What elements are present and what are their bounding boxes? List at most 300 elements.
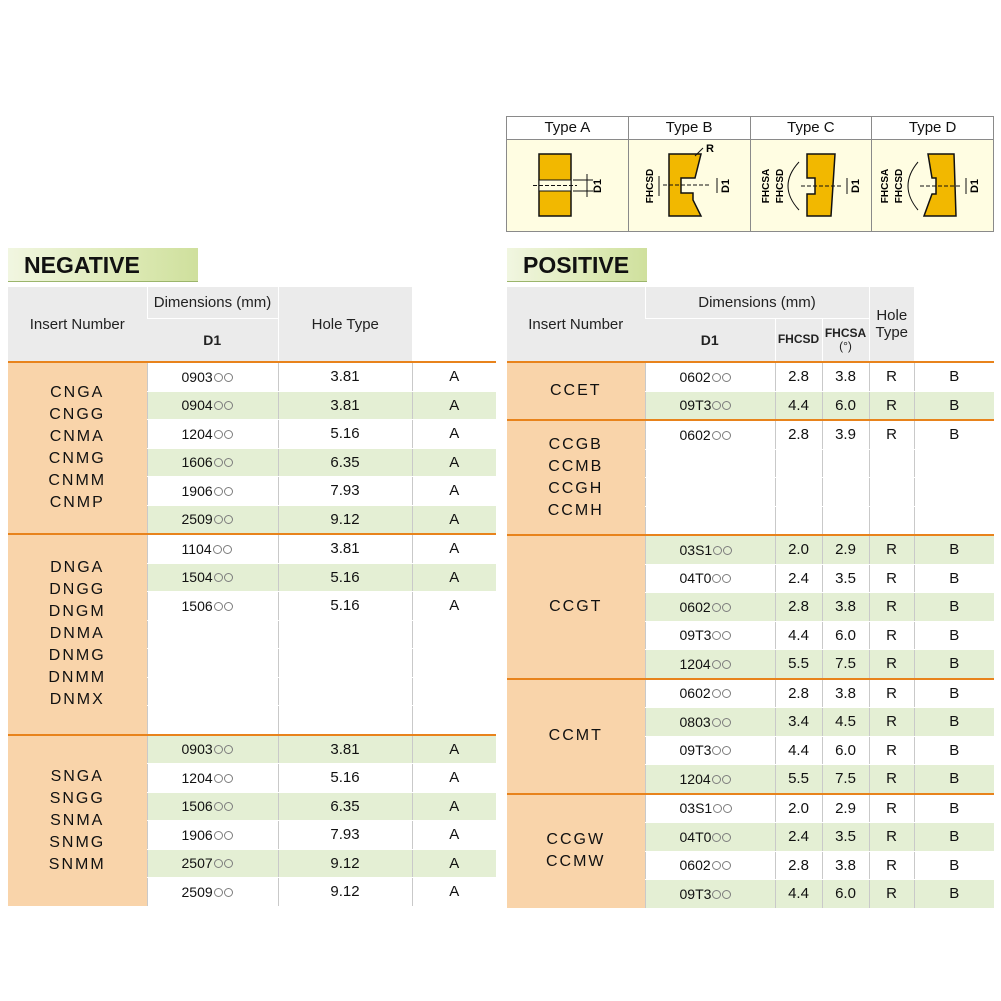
placeholder-circle-icon: [224, 888, 233, 897]
fhcsa-cell: R: [869, 880, 914, 909]
hole-type-header: Hole Type: [869, 287, 914, 362]
hole-cell: B: [914, 736, 994, 765]
placeholder-circle-icon: [712, 631, 721, 640]
placeholder-circle-icon: [224, 515, 233, 524]
d1-cell: 6.35: [278, 448, 412, 477]
placeholder-circle-icon: [723, 804, 732, 813]
fhcsd-cell: 6.0: [822, 621, 869, 650]
placeholder-circle-icon: [722, 861, 731, 870]
insert-code-cell: [147, 563, 278, 592]
hole-cell: B: [914, 823, 994, 852]
type-c-diagram: [751, 140, 872, 231]
placeholder-circle-icon: [224, 430, 233, 439]
negative-section-title: NEGATIVE: [8, 248, 198, 282]
hole-cell: B: [914, 679, 994, 708]
placeholder-circle-icon: [713, 804, 722, 813]
insert-number-header: Insert Number: [8, 287, 147, 362]
hole-cell: A: [412, 735, 496, 764]
insert-code: 1204: [679, 655, 711, 672]
type-d-diagram: [872, 140, 993, 231]
placeholder-circle-icon: [224, 573, 233, 582]
empty-cell: [869, 478, 914, 507]
placeholder-circle-icon: [214, 401, 223, 410]
insert-code-cell: [147, 735, 278, 764]
insert-family-name: SNMM: [48, 855, 106, 873]
hole-cell: A: [412, 849, 496, 878]
hole-cell: B: [914, 851, 994, 880]
d1-header: D1: [645, 318, 775, 362]
d1-cell: 9.12: [278, 878, 412, 907]
insert-code-cell: [645, 420, 775, 449]
empty-cell: [822, 478, 869, 507]
placeholder-circle-icon: [722, 775, 731, 784]
empty-cell: [147, 706, 278, 735]
insert-code: 0602: [679, 685, 711, 702]
fhcsa-cell: R: [869, 564, 914, 593]
type-c-fhcsa-label: FHCSA: [760, 168, 772, 204]
insert-code-cell: [147, 764, 278, 793]
fhcsa-cell: R: [869, 708, 914, 737]
placeholder-circle-icon: [224, 487, 233, 496]
placeholder-circle-icon: [712, 660, 721, 669]
insert-family-name: SNGG: [49, 789, 105, 807]
insert-code: 09T3: [679, 627, 712, 644]
hole-type-header: Hole Type: [278, 287, 412, 362]
insert-code: 0803: [679, 713, 711, 730]
insert-family-name: CNMG: [48, 450, 106, 467]
insert-code: 1104: [181, 540, 212, 557]
d1-cell: 5.16: [278, 563, 412, 592]
insert-family-cell: [8, 534, 147, 735]
hole-cell: B: [914, 391, 994, 420]
empty-cell: [869, 506, 914, 535]
type-b-d1-label: D1: [719, 178, 732, 194]
d1-cell: 3.81: [278, 735, 412, 764]
hole-cell: B: [914, 880, 994, 909]
fhcsa-cell: R: [869, 851, 914, 880]
insert-code-cell: [645, 765, 775, 794]
insert-family-cell: [507, 420, 645, 535]
insert-code-cell: [147, 477, 278, 506]
fhcsd-cell: 3.8: [822, 593, 869, 622]
empty-cell: [869, 449, 914, 478]
insert-code: 1906: [181, 826, 213, 843]
placeholder-circle-icon: [214, 487, 223, 496]
placeholder-circle-icon: [722, 373, 731, 382]
fhcsa-header: [822, 318, 869, 362]
empty-cell: [412, 620, 496, 649]
type-c-fhcsa-arc: [788, 162, 799, 210]
placeholder-circle-icon: [712, 689, 721, 698]
fhcsd-cell: 3.8: [822, 851, 869, 880]
placeholder-circle-icon: [712, 718, 721, 727]
fhcsd-header: FHCSD: [775, 318, 822, 362]
d1-cell: 5.16: [278, 592, 412, 621]
insert-family-name: CNGG: [49, 406, 106, 423]
fhcsa-cell: R: [869, 765, 914, 794]
insert-family-cell: [8, 735, 147, 907]
insert-code-cell: [645, 535, 775, 564]
table-row: [507, 535, 994, 564]
empty-cell: [278, 620, 412, 649]
placeholder-circle-icon: [214, 802, 223, 811]
hole-cell: B: [914, 621, 994, 650]
d1-cell: 9.12: [278, 849, 412, 878]
insert-code: 1606: [181, 454, 213, 471]
fhcsd-cell: 6.0: [822, 880, 869, 909]
fhcsd-cell: 2.9: [822, 794, 869, 823]
fhcsa-cell: R: [869, 823, 914, 852]
placeholder-circle-icon: [722, 631, 731, 640]
insert-code: 1204: [181, 425, 213, 442]
hole-cell: A: [412, 420, 496, 449]
placeholder-circle-icon: [712, 746, 721, 755]
d1-cell: 2.0: [775, 535, 822, 564]
insert-code-cell: [645, 593, 775, 622]
fhcsa-cell: R: [869, 362, 914, 391]
empty-cell: [822, 506, 869, 535]
hole-cell: B: [914, 794, 994, 823]
insert-code: 04T0: [679, 828, 712, 845]
insert-code-cell: [645, 851, 775, 880]
insert-code-cell: [147, 878, 278, 907]
placeholder-circle-icon: [722, 660, 731, 669]
d1-cell: 5.5: [775, 765, 822, 794]
hole-cell: A: [412, 534, 496, 563]
insert-family-cell: [8, 362, 147, 534]
insert-code: 0903: [181, 741, 213, 758]
fhcsa-cell: R: [869, 794, 914, 823]
fhcsa-header-unit: (°): [839, 338, 852, 353]
insert-code-cell: [645, 650, 775, 679]
insert-family-name: DNGA: [50, 559, 105, 577]
hole-type-diagrams: [506, 116, 994, 232]
insert-family-name: CCGW: [546, 831, 606, 849]
insert-family-name: CNMP: [49, 494, 105, 511]
fhcsd-cell: 3.8: [822, 362, 869, 391]
hole-cell: A: [412, 878, 496, 907]
fhcsa-cell: R: [869, 736, 914, 765]
type-d-fhcsa-label: FHCSA: [880, 168, 892, 204]
hole-cell: A: [412, 592, 496, 621]
table-row: [507, 362, 994, 391]
d1-cell: 4.4: [775, 391, 822, 420]
negative-insert-table: [8, 287, 496, 907]
hole-cell: B: [914, 420, 994, 449]
placeholder-circle-icon: [722, 603, 731, 612]
d1-cell: 3.81: [278, 362, 412, 391]
empty-cell: [822, 449, 869, 478]
placeholder-circle-icon: [214, 373, 223, 382]
placeholder-circle-icon: [722, 746, 731, 755]
type-d-d1-label: D1: [969, 178, 982, 194]
insert-family-name: CCMH: [547, 501, 604, 519]
insert-family-name: DNMA: [49, 625, 105, 643]
type-a-header: Type A: [507, 117, 628, 140]
d1-cell: 3.81: [278, 534, 412, 563]
hole-cell: A: [412, 821, 496, 850]
empty-cell: [775, 478, 822, 507]
hole-cell: A: [412, 563, 496, 592]
insert-code: 03S1: [679, 800, 713, 817]
insert-family-name: CCMT: [548, 727, 603, 744]
insert-code: 0602: [679, 368, 711, 385]
placeholder-circle-icon: [214, 430, 223, 439]
hole-cell: A: [412, 391, 496, 420]
negative-table-body: [8, 362, 496, 906]
insert-family-name: CCMB: [548, 457, 604, 475]
positive-insert-table: [507, 287, 994, 909]
placeholder-circle-icon: [712, 574, 721, 583]
insert-code: 2507: [181, 855, 213, 872]
hole-cell: A: [412, 362, 496, 391]
fhcsd-cell: 3.5: [822, 564, 869, 593]
insert-code-cell: [645, 362, 775, 391]
insert-code-cell: [147, 792, 278, 821]
empty-cell: [645, 506, 775, 535]
empty-cell: [775, 449, 822, 478]
table-row: [507, 679, 994, 708]
type-c-d1-label: D1: [849, 178, 862, 194]
insert-code-cell: [645, 736, 775, 765]
fhcsd-cell: 7.5: [822, 765, 869, 794]
dimensions-header: Dimensions (mm): [645, 287, 869, 318]
d1-cell: 2.4: [775, 564, 822, 593]
insert-code-cell: [645, 679, 775, 708]
insert-code: 1506: [181, 798, 213, 815]
insert-family-name: DNMM: [48, 669, 107, 687]
insert-family-name: SNMA: [50, 811, 105, 829]
insert-code-cell: [147, 821, 278, 850]
empty-cell: [645, 449, 775, 478]
empty-cell: [412, 649, 496, 678]
insert-family-name: SNMG: [49, 833, 106, 851]
d1-cell: 2.8: [775, 851, 822, 880]
insert-code-cell: [147, 849, 278, 878]
fhcsd-cell: 4.5: [822, 708, 869, 737]
empty-cell: [278, 649, 412, 678]
hole-cell: A: [412, 505, 496, 534]
fhcsa-cell: R: [869, 650, 914, 679]
d1-cell: 2.8: [775, 593, 822, 622]
placeholder-circle-icon: [712, 603, 721, 612]
d1-cell: 5.16: [278, 764, 412, 793]
insert-family-name: CCGT: [549, 597, 603, 615]
insert-code: 04T0: [679, 570, 712, 587]
placeholder-circle-icon: [214, 515, 223, 524]
empty-cell: [412, 706, 496, 735]
placeholder-circle-icon: [224, 831, 233, 840]
insert-code: 2509: [181, 511, 213, 528]
insert-code: 1506: [181, 597, 213, 614]
insert-family-name: DNMX: [49, 691, 105, 709]
fhcsd-cell: 2.9: [822, 535, 869, 564]
insert-code-cell: [645, 564, 775, 593]
dimensions-header: Dimensions (mm): [147, 287, 278, 318]
empty-cell: [278, 706, 412, 735]
placeholder-circle-icon: [712, 401, 721, 410]
placeholder-circle-icon: [214, 602, 223, 611]
type-a-diagram: [507, 140, 628, 231]
d1-cell: 2.8: [775, 679, 822, 708]
type-d-drawing: [872, 140, 993, 233]
insert-family-name: CCET: [549, 382, 602, 399]
insert-code-cell: [147, 592, 278, 621]
insert-code: 1906: [181, 482, 213, 499]
d1-cell: 2.8: [775, 420, 822, 449]
insert-code-cell: [147, 362, 278, 391]
fhcsa-cell: R: [869, 420, 914, 449]
hole-cell: A: [412, 477, 496, 506]
type-c-drawing: [751, 140, 872, 233]
fhcsd-cell: 3.5: [822, 823, 869, 852]
positive-table-body: [507, 362, 994, 908]
d1-cell: 2.8: [775, 362, 822, 391]
empty-cell: [914, 478, 994, 507]
type-d-header: Type D: [872, 117, 993, 140]
placeholder-circle-icon: [224, 802, 233, 811]
insert-code: 1504: [181, 569, 213, 586]
insert-family-name: SNGA: [50, 767, 104, 785]
empty-cell: [147, 620, 278, 649]
d1-cell: 3.81: [278, 391, 412, 420]
placeholder-circle-icon: [213, 545, 222, 554]
insert-code-cell: [645, 391, 775, 420]
hole-cell: A: [412, 764, 496, 793]
placeholder-circle-icon: [214, 859, 223, 868]
fhcsa-cell: R: [869, 679, 914, 708]
insert-code-cell: [645, 621, 775, 650]
placeholder-circle-icon: [712, 775, 721, 784]
placeholder-circle-icon: [722, 833, 731, 842]
type-a-drawing: [507, 140, 628, 233]
placeholder-circle-icon: [214, 888, 223, 897]
d1-cell: 2.4: [775, 823, 822, 852]
placeholder-circle-icon: [722, 401, 731, 410]
placeholder-circle-icon: [224, 373, 233, 382]
fhcsd-cell: 7.5: [822, 650, 869, 679]
insert-family-cell: [507, 794, 645, 909]
d1-cell: 6.35: [278, 792, 412, 821]
insert-family-name: DNMG: [48, 647, 106, 665]
d1-cell: 5.5: [775, 650, 822, 679]
placeholder-circle-icon: [712, 833, 721, 842]
placeholder-circle-icon: [214, 774, 223, 783]
empty-cell: [645, 478, 775, 507]
insert-family-name: CCGH: [548, 479, 604, 497]
insert-family-name: DNGM: [48, 603, 106, 621]
insert-family-name: CNMA: [49, 428, 105, 445]
insert-family-name: CCGB: [548, 435, 603, 453]
empty-cell: [278, 677, 412, 706]
fhcsa-cell: R: [869, 535, 914, 564]
fhcsa-cell: R: [869, 391, 914, 420]
type-d-column: [872, 117, 993, 231]
hole-cell: B: [914, 564, 994, 593]
hole-cell: B: [914, 535, 994, 564]
d1-cell: 2.0: [775, 794, 822, 823]
hole-cell: A: [412, 448, 496, 477]
insert-family-name: CNMM: [48, 472, 107, 489]
hole-cell: B: [914, 362, 994, 391]
hole-cell: B: [914, 708, 994, 737]
placeholder-circle-icon: [224, 774, 233, 783]
placeholder-circle-icon: [712, 890, 721, 899]
insert-code: 1204: [181, 769, 213, 786]
d1-cell: 5.16: [278, 420, 412, 449]
placeholder-circle-icon: [722, 718, 731, 727]
table-row: [507, 794, 994, 823]
insert-code: 0904: [181, 397, 213, 414]
insert-code-cell: [645, 880, 775, 909]
placeholder-circle-icon: [713, 546, 722, 555]
insert-family-name: CCMW: [545, 853, 606, 871]
insert-code: 09T3: [679, 885, 712, 902]
table-row: [8, 362, 496, 391]
fhcsa-cell: R: [869, 593, 914, 622]
empty-cell: [147, 649, 278, 678]
insert-code-cell: [147, 420, 278, 449]
insert-number-header: Insert Number: [507, 287, 645, 362]
type-a-column: [507, 117, 629, 231]
insert-code: 0602: [679, 857, 711, 874]
placeholder-circle-icon: [722, 890, 731, 899]
insert-code: 0602: [679, 426, 711, 443]
insert-family-name: CNGA: [50, 384, 105, 401]
empty-cell: [147, 677, 278, 706]
type-c-column: [751, 117, 873, 231]
type-d-fhcsd-label: FHCSD: [894, 168, 906, 204]
type-a-d1-label: D1: [592, 178, 604, 194]
placeholder-circle-icon: [712, 431, 721, 440]
insert-code-cell: [147, 391, 278, 420]
insert-code-cell: [147, 448, 278, 477]
type-b-header: Type B: [629, 117, 750, 140]
empty-cell: [914, 506, 994, 535]
insert-code: 1204: [679, 770, 711, 787]
fhcsd-cell: 3.9: [822, 420, 869, 449]
insert-family-name: DNGG: [49, 581, 106, 599]
placeholder-circle-icon: [214, 573, 223, 582]
placeholder-circle-icon: [722, 689, 731, 698]
hole-cell: B: [914, 650, 994, 679]
empty-cell: [914, 449, 994, 478]
d1-cell: 4.4: [775, 736, 822, 765]
type-d-fhcsa-arc: [908, 162, 918, 210]
insert-code: 0903: [181, 368, 213, 385]
insert-family-cell: [507, 679, 645, 794]
placeholder-circle-icon: [723, 546, 732, 555]
insert-code: 03S1: [679, 541, 713, 558]
placeholder-circle-icon: [214, 458, 223, 467]
insert-code: 09T3: [679, 397, 712, 414]
type-b-r-label: R: [705, 143, 714, 155]
placeholder-circle-icon: [214, 745, 223, 754]
positive-section-title: POSITIVE: [507, 248, 647, 282]
d1-header: D1: [147, 318, 278, 362]
insert-code-cell: [645, 794, 775, 823]
fhcsa-cell: R: [869, 621, 914, 650]
type-b-column: [629, 117, 751, 231]
table-row: [8, 534, 496, 563]
fhcsd-cell: 3.8: [822, 679, 869, 708]
insert-code: 2509: [181, 883, 213, 900]
placeholder-circle-icon: [224, 745, 233, 754]
placeholder-circle-icon: [224, 401, 233, 410]
placeholder-circle-icon: [214, 831, 223, 840]
insert-code: 0602: [679, 598, 711, 615]
type-c-fhcsd-label: FHCSD: [774, 168, 786, 204]
